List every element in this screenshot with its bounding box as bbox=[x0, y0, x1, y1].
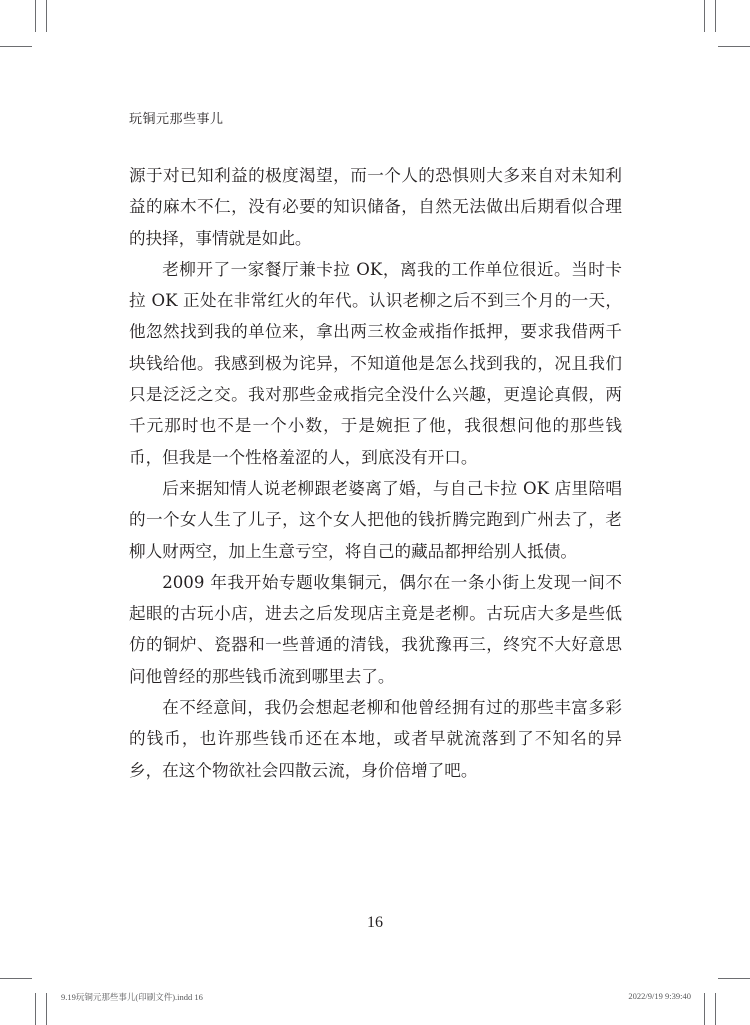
paragraph: 后来据知情人说老柳跟老婆离了婚，与自己卡拉 OK 店里陪唱的一个女人生了儿子，这个女人把他的钱折腾完跑到广州去了，老柳人财两空，加上生意亏空，将自己的藏品都押给别人抵债。 bbox=[129, 478, 622, 561]
crop-mark bbox=[704, 993, 705, 1025]
paragraph: 2009 年我开始专题收集铜元，偶尔在一条小街上发现一间不起眼的古玩小店，进去之后发现店主竟是老柳。古玩店大多是些低仿的铜炉、瓷器和一些普通的清钱，我犹豫再三，终究不大好意思问他曾经的那些钱币流到哪里去了。 bbox=[129, 572, 622, 686]
crop-mark bbox=[718, 978, 750, 979]
crop-mark bbox=[0, 978, 32, 979]
page-number: 16 bbox=[367, 914, 383, 931]
crop-mark bbox=[35, 993, 36, 1025]
running-head: 玩铜元那些事儿 bbox=[129, 112, 224, 127]
crop-mark bbox=[35, 0, 36, 32]
crop-mark bbox=[0, 46, 32, 47]
crop-mark bbox=[46, 993, 47, 1025]
crop-mark bbox=[715, 993, 716, 1025]
crop-mark bbox=[718, 46, 750, 47]
body-text bbox=[129, 160, 622, 786]
crop-mark bbox=[715, 0, 716, 32]
paragraph: 源于对已知利益的极度渴望，而一个人的恐惧则大多来自对未知利益的麻木不仁，没有必要的知识储备，自然无法做出后期看似合理的抉择，事情就是如此。 bbox=[129, 166, 622, 248]
paragraph: 老柳开了一家餐厅兼卡拉 OK，离我的工作单位很近。当时卡拉 OK 正处在非常红火的年代。认识老柳之后不到三个月的一天，他忽然找到我的单位来，拿出两三枚金戒指作抵押，要求我借两千块钱给他。我感到极为诧异，不知道他是怎么找到我的，况且我们只是泛泛之交。我对那些金戒指完全没什么兴趣，更遑论真假，两千元那时也不是一个小数，于是婉拒了他，我很想问他的那些钱币，但我是一个性格羞涩的人，到底没有开口。 bbox=[129, 259, 622, 467]
slug-file-name: 9.19玩铜元那些事儿(印刷文件).indd 16 bbox=[61, 992, 203, 1002]
crop-mark bbox=[46, 0, 47, 32]
crop-mark bbox=[704, 0, 705, 32]
slug-timestamp: 2022/9/19 9:39:40 bbox=[628, 991, 691, 1001]
paragraph: 在不经意间，我仍会想起老柳和他曾经拥有过的那些丰富多彩的钱币，也许那些钱币还在本地，或者早就流落到了不知名的异乡，在这个物欲社会四散云流，身价倍增了吧。 bbox=[129, 698, 622, 780]
